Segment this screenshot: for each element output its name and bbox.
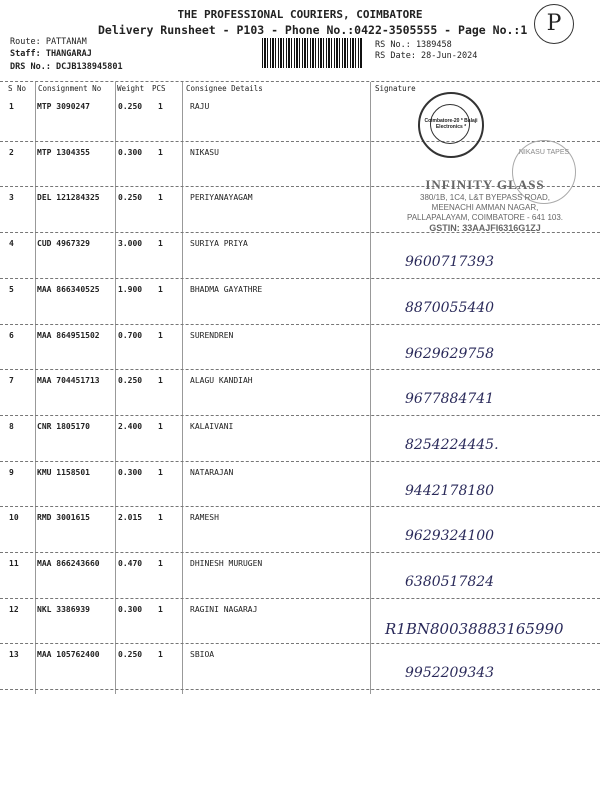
glass-stamp-gstin: GSTIN: 33AAJFI6316G1ZJ: [429, 223, 541, 233]
pcs: 1: [158, 284, 163, 294]
pcs: 1: [158, 467, 163, 477]
row-divider: [0, 324, 600, 325]
weight: 0.700: [118, 330, 143, 340]
col-line: [115, 82, 116, 694]
consignee-name: PERIYANAYAGAM: [190, 193, 253, 203]
sno: 10: [9, 513, 19, 523]
weight: 2.015: [118, 513, 143, 523]
consignee-name: RAJU: [190, 102, 210, 111]
route: Route: PATTANAM: [10, 37, 87, 47]
sno: 13: [9, 650, 19, 660]
consignment-no: MAA 864951502: [37, 330, 100, 340]
sno: 9: [9, 467, 14, 477]
row-divider: [0, 278, 600, 279]
divider: [0, 81, 600, 82]
weight: 0.250: [118, 376, 143, 386]
consignment-no: CUD 4967329: [37, 239, 90, 249]
weight: 0.250: [118, 193, 143, 203]
consignment-no: MAA 704451713: [37, 376, 100, 386]
drs-no: DRS No.: DCJB138945801: [10, 62, 123, 72]
weight: 0.300: [118, 467, 143, 477]
pcs: 1: [158, 102, 163, 111]
glass-stamp-address: PALLAPALAYAM, COIMBATORE - 641 103.: [406, 213, 564, 222]
row-divider: [0, 461, 600, 462]
consignment-no: MTP 3090247: [37, 102, 90, 111]
sno: 11: [9, 559, 19, 568]
weight: 0.470: [118, 559, 143, 568]
sno: 1: [9, 102, 14, 111]
circled-mark: P: [534, 4, 574, 44]
pcs: 1: [158, 239, 163, 249]
handwritten-signature: 9952209343: [405, 665, 495, 682]
handwritten-signature: 8870055440: [405, 299, 495, 316]
sno: 8: [9, 421, 14, 431]
handwritten-signature: 9629629758: [405, 345, 495, 362]
consignment-no: MTP 1304355: [37, 147, 90, 157]
sno: 6: [9, 330, 14, 340]
col-line: [182, 82, 183, 694]
consignment-no: RMD 3001615: [37, 513, 90, 523]
sno: 5: [9, 284, 14, 294]
col-consignee: Consignee Details: [186, 84, 263, 93]
pcs: 1: [158, 193, 163, 203]
consignment-no: MAA 866340525: [37, 284, 100, 294]
col-signature: Signature: [375, 84, 416, 93]
handwritten-signature: 8254224445.: [405, 436, 499, 453]
glass-stamp-address: MEENACHI AMMAN NAGAR,: [431, 203, 539, 212]
runsheet-subtitle: Delivery Runsheet - P103 - Phone No.:0422-3505555 - Page No.:1: [98, 23, 528, 37]
consignee-name: RAMESH: [190, 513, 219, 523]
col-line: [35, 82, 36, 694]
consignee-name: ALAGU KANDIAH: [190, 376, 253, 386]
weight: 0.300: [118, 604, 143, 614]
pcs: 1: [158, 421, 163, 431]
rs-date: RS Date: 28-Jun-2024: [375, 51, 478, 61]
consignee-name: SURIYA PRIYA: [190, 239, 248, 249]
sno: 4: [9, 239, 14, 249]
glass-stamp-name: INFINITY GLASS: [425, 177, 545, 192]
handwritten-signature: 6380517824: [405, 574, 495, 590]
weight: 2.400: [118, 421, 143, 431]
handwritten-signature: 9600717393: [405, 254, 495, 271]
pcs: 1: [158, 604, 163, 614]
col-pcs: PCS: [152, 84, 166, 93]
row-divider: [0, 643, 600, 644]
consignment-no: CNR 1805170: [37, 421, 90, 431]
consignment-no: DEL 121284325: [37, 193, 100, 203]
sno: 2: [9, 147, 14, 157]
consignment-no: KMU 1158501: [37, 467, 90, 477]
weight: 1.900: [118, 284, 143, 294]
consignee-name: SBIOA: [190, 650, 215, 660]
pcs: 1: [158, 650, 163, 660]
consignee-name: NIKASU: [190, 147, 219, 157]
rs-no: RS No.: 1389458: [375, 40, 452, 50]
col-consignment: Consignment No: [38, 84, 102, 93]
consignment-no: MAA 105762400: [37, 650, 100, 660]
pcs: 1: [158, 513, 163, 523]
sno: 12: [9, 604, 19, 614]
consignee-name: KALAIVANI: [190, 421, 234, 431]
col-weight: Weight: [117, 84, 145, 93]
row-divider: [0, 552, 600, 553]
staff: Staff: THANGARAJ: [10, 49, 92, 59]
pcs: 1: [158, 559, 163, 568]
row-divider: [0, 141, 600, 142]
sno: 7: [9, 376, 14, 386]
row-divider: [0, 415, 600, 416]
sno: 3: [9, 193, 14, 203]
weight: 3.000: [118, 239, 143, 249]
balaji-stamp: Coimbatore-20 * Balaji Electronics *: [418, 92, 484, 158]
weight: 0.250: [118, 102, 143, 111]
consignee-name: DHINESH MURUGEN: [190, 559, 263, 568]
nikasu-stamp: NIKASU TAPES: [512, 140, 576, 204]
consignee-name: RAGINI NAGARAJ: [190, 604, 258, 614]
handwritten-signature: 9442178180: [405, 482, 495, 499]
row-divider: [0, 506, 600, 507]
glass-stamp-address: 380/1B, 1C4, L&T BYEPASS ROAD,: [420, 193, 550, 202]
consignment-no: NKL 3386939: [37, 604, 90, 614]
row-divider: [0, 369, 600, 370]
consignee-name: NATARAJAN: [190, 467, 234, 477]
col-line: [370, 82, 371, 694]
col-sno: S No: [8, 84, 27, 93]
barcode: [262, 38, 362, 68]
weight: 0.250: [118, 650, 143, 660]
company-title: THE PROFESSIONAL COURIERS, COIMBATORE: [177, 8, 423, 21]
row-divider: [0, 689, 600, 690]
pcs: 1: [158, 376, 163, 386]
consignee-name: SURENDREN: [190, 330, 234, 340]
handwritten-signature: R1BN80038883165990: [385, 619, 564, 638]
handwritten-signature: 9677884741: [405, 391, 495, 408]
consignee-name: BHADMA GAYATHRE: [190, 284, 263, 294]
consignment-no: MAA 866243660: [37, 559, 100, 568]
pcs: 1: [158, 330, 163, 340]
handwritten-signature: 9629324100: [405, 528, 495, 545]
pcs: 1: [158, 147, 163, 157]
weight: 0.300: [118, 147, 143, 157]
row-divider: [0, 598, 600, 599]
